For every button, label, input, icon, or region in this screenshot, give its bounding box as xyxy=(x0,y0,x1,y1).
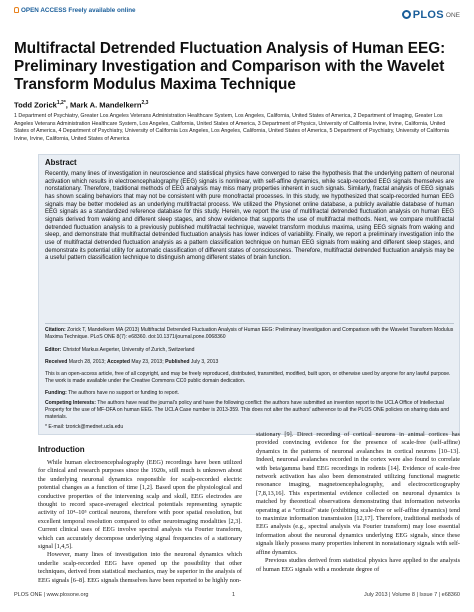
page-footer xyxy=(14,592,460,602)
intro-paragraph: However, many lines of investigation into the neuronal dynamics which underlie scalp-recorded EEG have opened up the possibility that other techniques, derived from statistical mechanics, may be superior in the analysis of EEG signals [6–8]. EEG signals themselves have been reported to be highly non- xyxy=(38,551,242,584)
published-date: July 3, 2013 xyxy=(190,359,219,365)
abstract-box xyxy=(38,154,460,435)
journal-subname: ONE xyxy=(445,12,460,19)
page-header xyxy=(14,6,460,20)
body-column-left xyxy=(38,459,242,585)
plos-logo-icon xyxy=(402,10,411,19)
competing-interests xyxy=(45,400,454,421)
intro-paragraph: Previous studies derived from statistical physics have applied to the analysis of human EEG signals with a moderate degree of xyxy=(256,557,460,573)
footer-journal-url[interactable]: PLOS ONE | www.plosone.org xyxy=(14,592,89,598)
author-affiliation-marker: 2,3 xyxy=(141,100,149,106)
open-access-label: OPEN ACCESS Freely available online xyxy=(21,7,136,14)
editor-text: Christof Markus Aegerter, University of Zurich, Switzerland xyxy=(62,347,195,353)
author-separator: , xyxy=(65,100,71,110)
affiliations: 1 Department of Psychiatry, Greater Los Angeles Veterans Administration Healthcare System, Los Angeles, California, United States of America, 2 Department of Imaging, Greater Los Angeles Veterans Administration Healthcare System, Los Angeles, California, United States of America, 3 Department of Physics, University of California Irvine, Irvine, California, United States of America, 4 Department of Psychiatry, University of California Los Angeles, Los Angeles, California, United States of America, 5 Department of Psychiatry, University of California Irvine, Irvine, California, United States of America xyxy=(14,113,449,142)
abstract-divider xyxy=(45,323,454,324)
author-name[interactable]: Mark A. Mandelkern xyxy=(70,100,142,110)
received-label: Received xyxy=(45,359,68,365)
intro-paragraph: While human electroencephalography (EEG) recordings have been utilized for clinical and research purposes since the 1920s, still much is unknown about the underlying neuronal dynamics responsible for scalp-recorded electric potential changes as a function of time [1,2]. Based upon the physiological and conductive properties of the intervening scalp and skull, EEG electrodes are thought to record space-averaged electrical potentials representing synaptic activity of 10⁴–10⁵ cortical neurons, therefore with poor spatial resolution, but excellent temporal resolution compared to other neuroimaging modalities [2,3]. Current clinical uses of EEG involve spectral analysis via Fourier transform, which can accurately decompose underlying signal frequencies of a stationary signal [1,4,5]. xyxy=(38,459,242,551)
page-number: 1 xyxy=(232,592,236,598)
citation xyxy=(45,327,454,341)
accepted-label: Accepted xyxy=(107,359,130,365)
license-text: This is an open-access article, free of all copyright, and may be freely reproduced, distributed, transmitted, modified, built upon, or otherwise used by anyone for any lawful purpose. The work is made available under the Creative Commons CC0 public domain dedication. xyxy=(45,371,451,384)
author-list xyxy=(14,100,148,110)
funding xyxy=(45,390,454,397)
funding-text: The authors have no support or funding to report. xyxy=(68,390,180,396)
citation-text: Zorick T, Mandelkern MA (2013) Multifractal Detrended Fluctuation Analysis of Human EEG: Preliminary Investigation and Comparison with the Wavelet Transform Modulus Maxima Technique. PLoS ONE 8(7): e68360. doi:10.1371/journal.pone.0068360 xyxy=(45,327,454,340)
citation-label: Citation: xyxy=(45,327,66,333)
editor-label: Editor: xyxy=(45,347,62,353)
open-access-banner[interactable] xyxy=(14,7,136,14)
funding-label: Funding: xyxy=(45,390,67,396)
competing-interests-text: The authors have read the journal's policy and have the following conflict: the authors have submitted an invention report to the UCLA Office of Intellectual Property for the use of MF-DFA on human EEG. The UCLA Case number is 2013-359. This does not alter the authors' adherence to all the PLOS ONE policies on sharing data and materials. xyxy=(45,400,449,420)
body-column-right xyxy=(256,431,460,574)
corresponding-email[interactable]: * E-mail: tzorick@mednet.ucla.edu xyxy=(45,424,124,430)
received-date: March 28, 2013; xyxy=(68,359,106,365)
footer-issue-info: July 2013 | Volume 8 | Issue 7 | e68360 xyxy=(363,592,460,598)
article-title: Multifractal Detrended Fluctuation Analysis of Human EEG: Preliminary Investigation and Comparison with the Wavelet Transform Modulus Maxima Technique xyxy=(14,40,446,93)
journal-name: PLOS xyxy=(412,9,444,21)
article-dates xyxy=(45,359,454,366)
author-affiliation-marker: 1,2* xyxy=(56,100,66,106)
open-access-lock-icon xyxy=(14,7,19,13)
editor xyxy=(45,347,454,354)
published-label: Published xyxy=(165,359,190,365)
author-name[interactable]: Todd Zorick xyxy=(14,100,57,110)
introduction-heading: Introduction xyxy=(38,445,85,454)
abstract-heading: Abstract xyxy=(45,158,77,167)
abstract-text: Recently, many lines of investigation in neuroscience and statistical physics have converged to raise the hypothesis that the underlying pattern of neuronal activation which results in electroencephalography (EEG) signals is nonlinear, with self-affine dynamics, while scalp-recorded EEG signals themselves are nonstationary. Therefore, traditional methods of EEG analysis may miss many properties inherent in such signals. Similarly, fractal analysis of EEG signals has shown scaling behaviors that may not be consistent with pure monofractal processes. In this study, we hypothesized that scalp-recorded human EEG signals may be better modeled as an underlying multifractal process. We utilized the Physionet online database, a publicly available database of human EEG signals as a standardized reference database for this study. Herein, we report the use of multifractal detrended fluctuation analysis on human EEG signals derived from waking and different sleep stages, and show evidence that supports the use of multifractal methods. Next, we compare multifractal detrended fluctuation analysis to a previously published multifractal technique, wavelet transform modulus maxima, using EEG signals from waking and sleep, and demonstrate that multifractal detrended fluctuation analysis has lower indices of variability. Finally, we report a preliminary investigation into the use of multifractal detrended fluctuation analysis as a pattern classification technique on human EEG signals from waking and different sleep stages, and demonstrate its potential utility for automatic classification of different states of consciousness. Therefore, multifractal detrended fluctuation analysis may be a useful pattern classification technique to distinguish among different states of brain function. xyxy=(45,171,454,262)
journal-logo[interactable] xyxy=(402,5,460,23)
intro-paragraph: stationary [9]. Direct recording of cortical neurons in animal cortices has provided convincing evidence for the presence of scale-free (self-affine) dynamics in the patterns of neuronal avalanches in cortical neurons [10–13]. Indeed, neuronal avalanches recorded in the cortex were also found to correlate with beta/gamma band EEG recordings in rodents [14]. Evidence of scale-free network activation has also been demonstrated utilizing functional magnetic resonance imaging, magnetoencephalography, and electrocorticography [7,8,13,16]. This experimental evidence collected on neuronal dynamics is matched by theoretical observations demonstrating that information networks operating at a “critical” state (exhibiting scale-free or self-affine dynamics) tend to maximize information transmission [12,17]. Therefore, traditional methods of EEG analysis (e.g., spectral analysis via Fourier transform) may lose essential information about the neuronal dynamics underlying EEG signals, since these signals likely possess many properties inherent in nonstationary signals with self-affine dynamics. xyxy=(256,431,460,556)
competing-interests-label: Competing Interests: xyxy=(45,400,96,406)
accepted-date: May 23, 2013; xyxy=(131,359,164,365)
